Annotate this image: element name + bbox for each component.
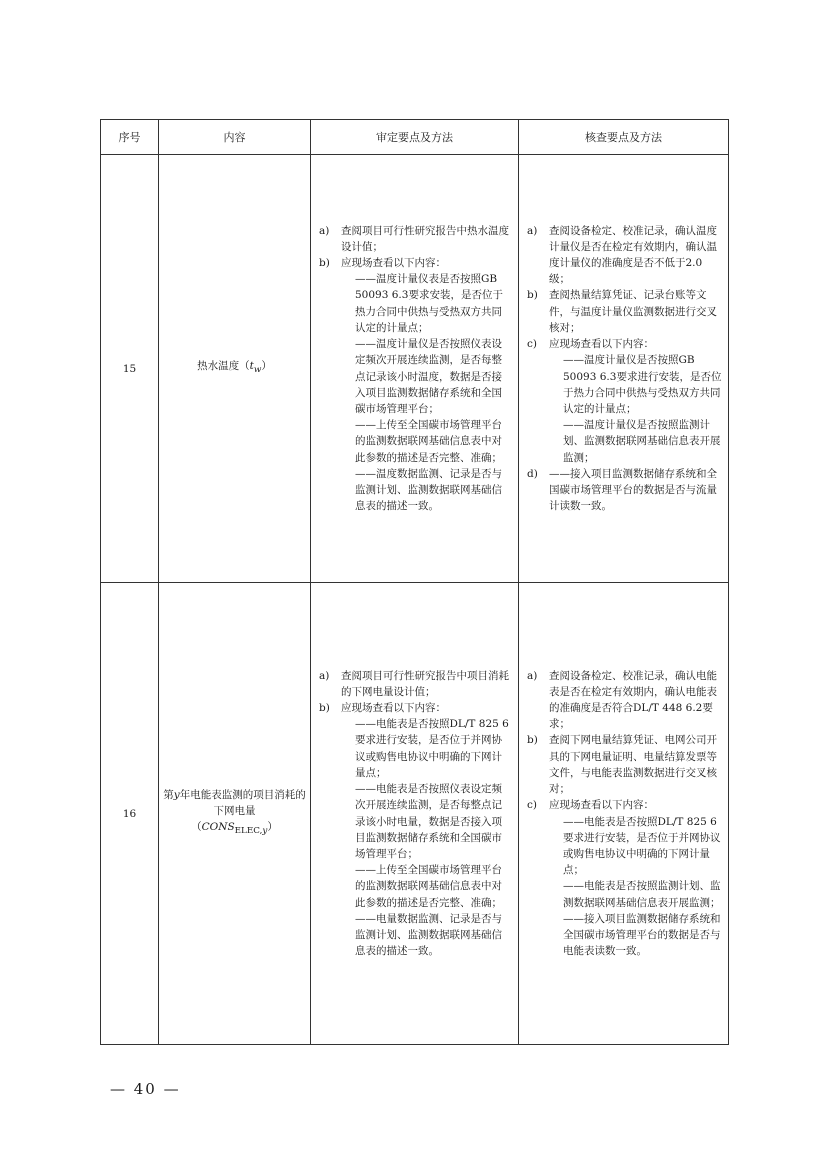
sub-item: ——电能表是否按照DL/T 825 6要求进行安装，是否位于并网协议或购售电协议中明确的下网计量点；	[355, 718, 509, 779]
sub-item: ——电能表是否按照DL/T 825 6要求进行安装，是否位于并网协议或购售电协议中明确的下网计量点；	[563, 815, 721, 877]
table-row	[101, 155, 729, 583]
list-item	[319, 700, 512, 959]
sub-item: ——温度计量仪是否按照监测计划、监测数据联网基础信息表开展监测；	[563, 419, 721, 464]
row-content	[159, 155, 311, 583]
item-text: ——接入项目监测数据储存系统和全国碳市场管理平台的数据是否与流量计读数一致。	[549, 467, 717, 513]
item-text: 应现场查看以下内容：	[341, 257, 446, 270]
header-content: 内容	[159, 120, 311, 155]
item-text: 查阅热量结算凭证、记录台账等文件，与温度计量仪监测数据进行交叉核对；	[549, 289, 717, 334]
item-label: b)	[319, 257, 330, 270]
item-label: a)	[527, 224, 538, 237]
list-item	[527, 223, 722, 288]
inspection-table	[100, 119, 729, 1045]
item-text: 查阅项目可行性研究报告中项目消耗的下网电量设计值；	[341, 669, 509, 698]
table-row	[101, 583, 729, 1045]
content-symbol: CONS	[201, 821, 235, 834]
header-verify: 核查要点及方法	[519, 120, 729, 155]
content-subscript: w	[253, 365, 262, 376]
item-label: b)	[527, 734, 538, 747]
sub-item: ——温度计量仪表是否按照GB 50093 6.3要求安装，是否位于热力合同中供热与受热双方共同认定的计量点；	[355, 273, 503, 334]
list-item	[527, 336, 722, 466]
list-item	[527, 732, 722, 797]
item-text: 应现场查看以下内容：	[549, 799, 654, 812]
verify-cell	[519, 583, 729, 1045]
sub-item: ——接入项目监测数据储存系统和全国碳市场管理平台的数据是否与电能表读数一致。	[563, 912, 721, 958]
item-text: 应现场查看以下内容：	[341, 702, 446, 715]
item-label: b)	[319, 702, 330, 715]
item-text: 查阅项目可行性研究报告中热水温度设计值；	[341, 224, 509, 253]
content-end: ）	[261, 360, 272, 373]
list-item	[527, 287, 722, 336]
header-seq: 序号	[101, 120, 159, 155]
item-label: c)	[527, 799, 537, 812]
content-subscript-y: y	[262, 826, 268, 837]
review-cell	[311, 583, 519, 1045]
list-item	[527, 797, 722, 959]
sub-item: ——温度数据监测、记录是否与监测计划、监测数据联网基础信息表的描述一致。	[355, 467, 502, 513]
content-symbol: t	[249, 360, 254, 373]
list-item	[319, 668, 512, 700]
content-text: 年电能表监测的项目消耗的下网电量	[179, 789, 306, 818]
item-label: b)	[527, 289, 538, 302]
sub-item: ——电量数据监测、记录是否与监测计划、监测数据联网基础信息表的描述一致。	[355, 912, 502, 958]
content-end: ）	[267, 821, 278, 834]
row-seq: 15	[101, 155, 159, 583]
sub-item: ——电能表是否按照监测计划、监测数据联网基础信息表开展监测；	[563, 880, 721, 909]
list-item	[319, 255, 512, 514]
list-item	[527, 668, 722, 733]
item-label: a)	[319, 669, 330, 682]
list-item	[319, 223, 512, 255]
content-text: 热水温度（	[197, 360, 250, 373]
item-text: 应现场查看以下内容：	[549, 338, 654, 351]
content-pre: 第	[163, 789, 174, 802]
sub-item: ——上传至全国碳市场管理平台的监测数据联网基础信息表中对此参数的描述是否完整、准确；	[355, 419, 502, 464]
sub-item: ——温度计量仪是否按照仪表设定频次开展连续监测，是否每整点记录该小时温度，数据是否接入项目监测数据储存系统和全国碳市场管理平台；	[355, 338, 502, 415]
item-label: c)	[527, 338, 537, 351]
content-paren-open: （	[191, 821, 202, 834]
page-number: — 40 —	[110, 1080, 181, 1098]
sub-item: ——上传至全国碳市场管理平台的监测数据联网基础信息表中对此参数的描述是否完整、准确；	[355, 864, 502, 909]
review-cell	[311, 155, 519, 583]
content-subscript: ELEC,	[234, 826, 263, 837]
item-text: 查阅下网电量结算凭证、电网公司开具的下网电量证明、电量结算发票等文件，与电能表监测数据进行交叉核对；	[549, 734, 717, 796]
table-header-row	[101, 120, 729, 155]
list-item	[527, 466, 722, 515]
sub-item: ——温度计量仪是否按照GB 50093 6.3要求进行安装，是否位于热力合同中供热与受热双方共同认定的计量点；	[563, 354, 722, 415]
row-seq: 16	[101, 583, 159, 1045]
item-label: a)	[319, 224, 330, 237]
sub-item: ——电能表是否按照仪表设定频次开展连续监测，是否每整点记录该小时电量，数据是否接入项目监测数据储存系统和全国碳市场管理平台；	[355, 783, 502, 860]
header-review: 审定要点及方法	[311, 120, 519, 155]
item-text: 查阅设备检定、校准记录，确认电能表是否在检定有效期内，确认电能表的准确度是否符合DL/T 448 6.2要求；	[549, 669, 717, 731]
item-label: d)	[527, 467, 538, 480]
item-label: a)	[527, 669, 538, 682]
content-var-y: y	[173, 789, 180, 802]
verify-cell	[519, 155, 729, 583]
row-content	[159, 583, 311, 1045]
item-text: 查阅设备检定、校准记录，确认温度计量仪是否在检定有效期内，确认温度计量仪的准确度是否不低于2.0级；	[549, 224, 717, 286]
